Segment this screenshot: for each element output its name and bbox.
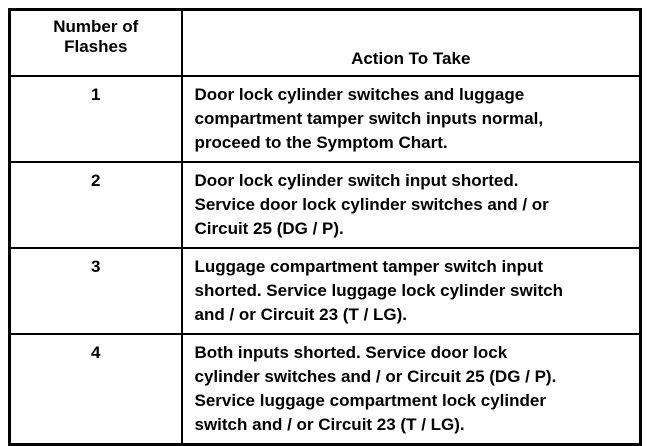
header-line: Number of: [53, 17, 139, 36]
action-line: proceed to the Symptom Chart.: [194, 133, 448, 152]
header-line: Flashes: [64, 37, 128, 56]
table-row: [10, 76, 641, 162]
action-cell: [182, 76, 641, 162]
flash-count-cell: 4: [10, 334, 182, 445]
action-line: compartment tamper switch inputs normal,: [194, 109, 544, 128]
action-line: cylinder switches and / or Circuit 25 (DG / P).: [194, 367, 557, 386]
action-line: Door lock cylinder switch input shorted.: [194, 171, 519, 190]
action-line: Luggage compartment tamper switch input: [194, 257, 544, 276]
action-cell: [182, 248, 641, 334]
action-line: Door lock cylinder switches and luggage: [194, 85, 525, 104]
action-line: shorted. Service luggage lock cylinder switch: [194, 281, 563, 300]
action-line: switch and / or Circuit 23 (T / LG).: [194, 415, 465, 434]
action-line: and / or Circuit 23 (T / LG).: [194, 305, 408, 324]
table-row: [10, 162, 641, 248]
table-header-row: [10, 10, 641, 77]
flash-count-cell: 2: [10, 162, 182, 248]
flash-code-table: [8, 8, 642, 446]
action-to-take-header: Action To Take: [182, 10, 641, 77]
action-line: Service door lock cylinder switches and / or: [194, 195, 549, 214]
action-cell: [182, 334, 641, 445]
table-row: [10, 248, 641, 334]
number-of-flashes-header: [10, 10, 182, 77]
table-row: [10, 334, 641, 445]
action-cell: [182, 162, 641, 248]
flash-count-cell: 3: [10, 248, 182, 334]
action-line: Circuit 25 (DG / P).: [194, 219, 344, 238]
flash-count-cell: 1: [10, 76, 182, 162]
action-line: Service luggage compartment lock cylinder: [194, 391, 546, 410]
action-line: Both inputs shorted. Service door lock: [194, 343, 508, 362]
